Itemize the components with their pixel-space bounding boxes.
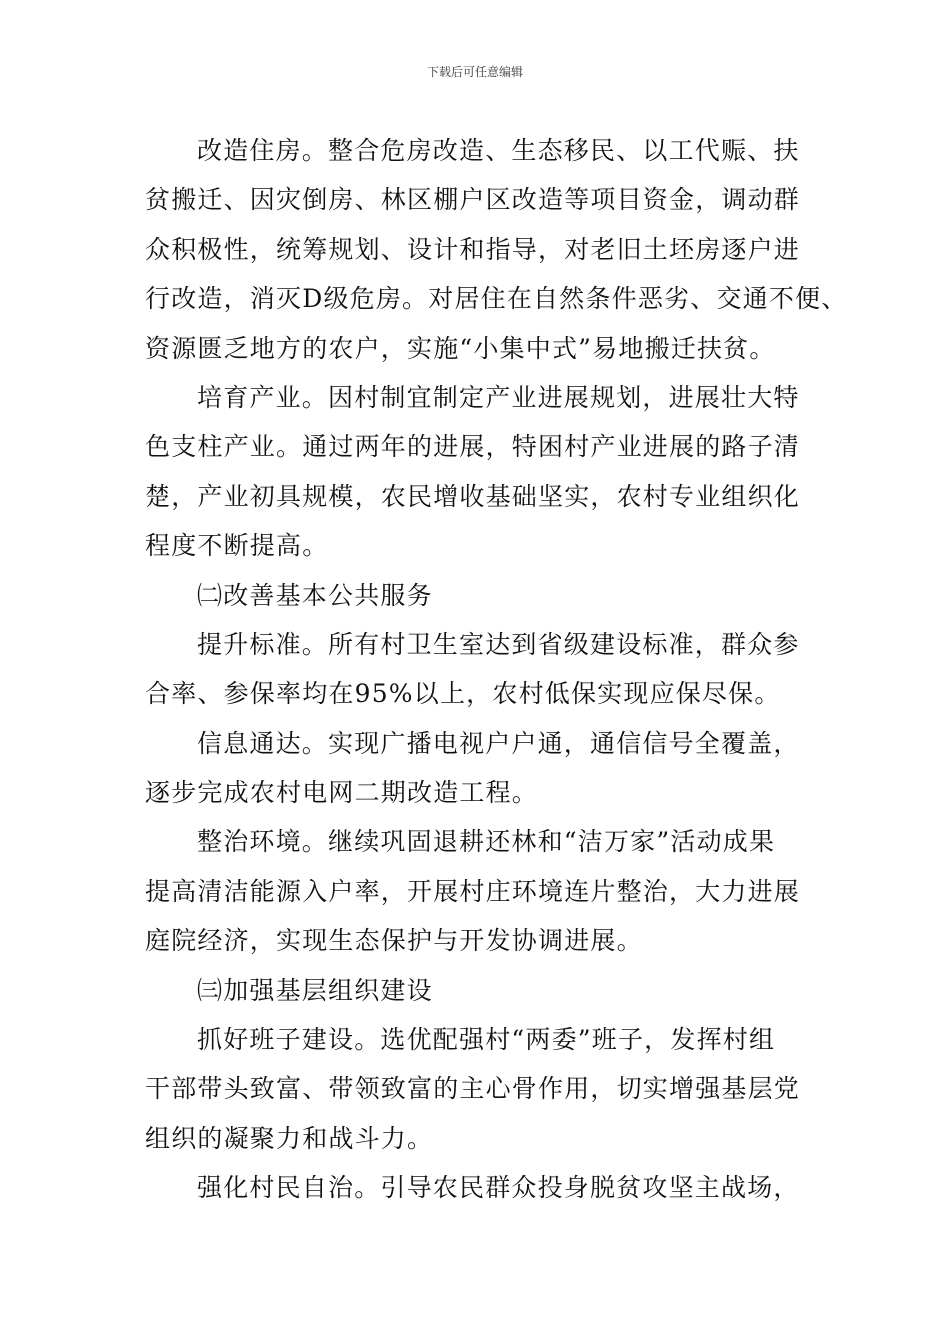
text-line: 合率、参保率均在95%以上，农村低保实现应保尽保。 [145,679,781,709]
text-line: 提升标准。所有村卫生室达到省级建设标准，群众参 [197,629,800,659]
text-line: 抓好班子建设。选优配强村“两委”班子，发挥村组 [197,1025,776,1055]
text-line: 楚，产业初具规模，农民增收基础坚实，农村专业组织化 [145,481,801,511]
text-line: 程度不断提高。 [145,531,329,561]
document-body [145,126,848,1213]
text-line: 干部带头致富、带领致富的主心骨作用，切实增强基层党 [145,1074,801,1104]
text-line: 众积极性，统筹规划、设计和指导，对老旧土坯房逐户进 [145,234,801,264]
text-line: 行改造，消灭D级危房。对居住在自然条件恶劣、交通不便、 [145,284,848,314]
text-line: 组织的凝聚力和战斗力。 [145,1123,434,1153]
section-heading: ㈡改善基本公共服务 [197,580,433,610]
text-line: 整治环境。继续巩固退耕还林和“洁万家”活动成果 [197,827,776,857]
text-line: 庭院经济，实现生态保护与开发协调进展。 [145,926,643,956]
text-line: 贫搬迁、因灾倒房、林区棚户区改造等项目资金，调动群 [145,185,801,215]
section-heading: ㈢加强基层组织建设 [197,975,433,1005]
text-line: 信息通达。实现广播电视户户通，通信信号全覆盖， [197,728,800,758]
text-line: 色支柱产业。通过两年的进展，特困村产业进展的路子清 [145,432,801,462]
text-line: 培育产业。因村制宜制定产业进展规划，进展壮大特 [197,382,800,412]
text-line: 资源匮乏地方的农户，实施“小集中式”易地搬迁扶贫。 [145,333,776,363]
text-line: 改造住房。整合危房改造、生态移民、以工代赈、扶 [197,136,800,165]
text-line: 强化村民自治。引导农民群众投身脱贫攻坚主战场， [197,1173,800,1203]
text-line: 逐步完成农村电网二期改造工程。 [145,778,539,808]
text-line: 提高清洁能源入户率，开展村庄环境连片整治，大力进展 [145,876,801,906]
page-header-note: 下载后可任意编辑 [426,65,523,79]
